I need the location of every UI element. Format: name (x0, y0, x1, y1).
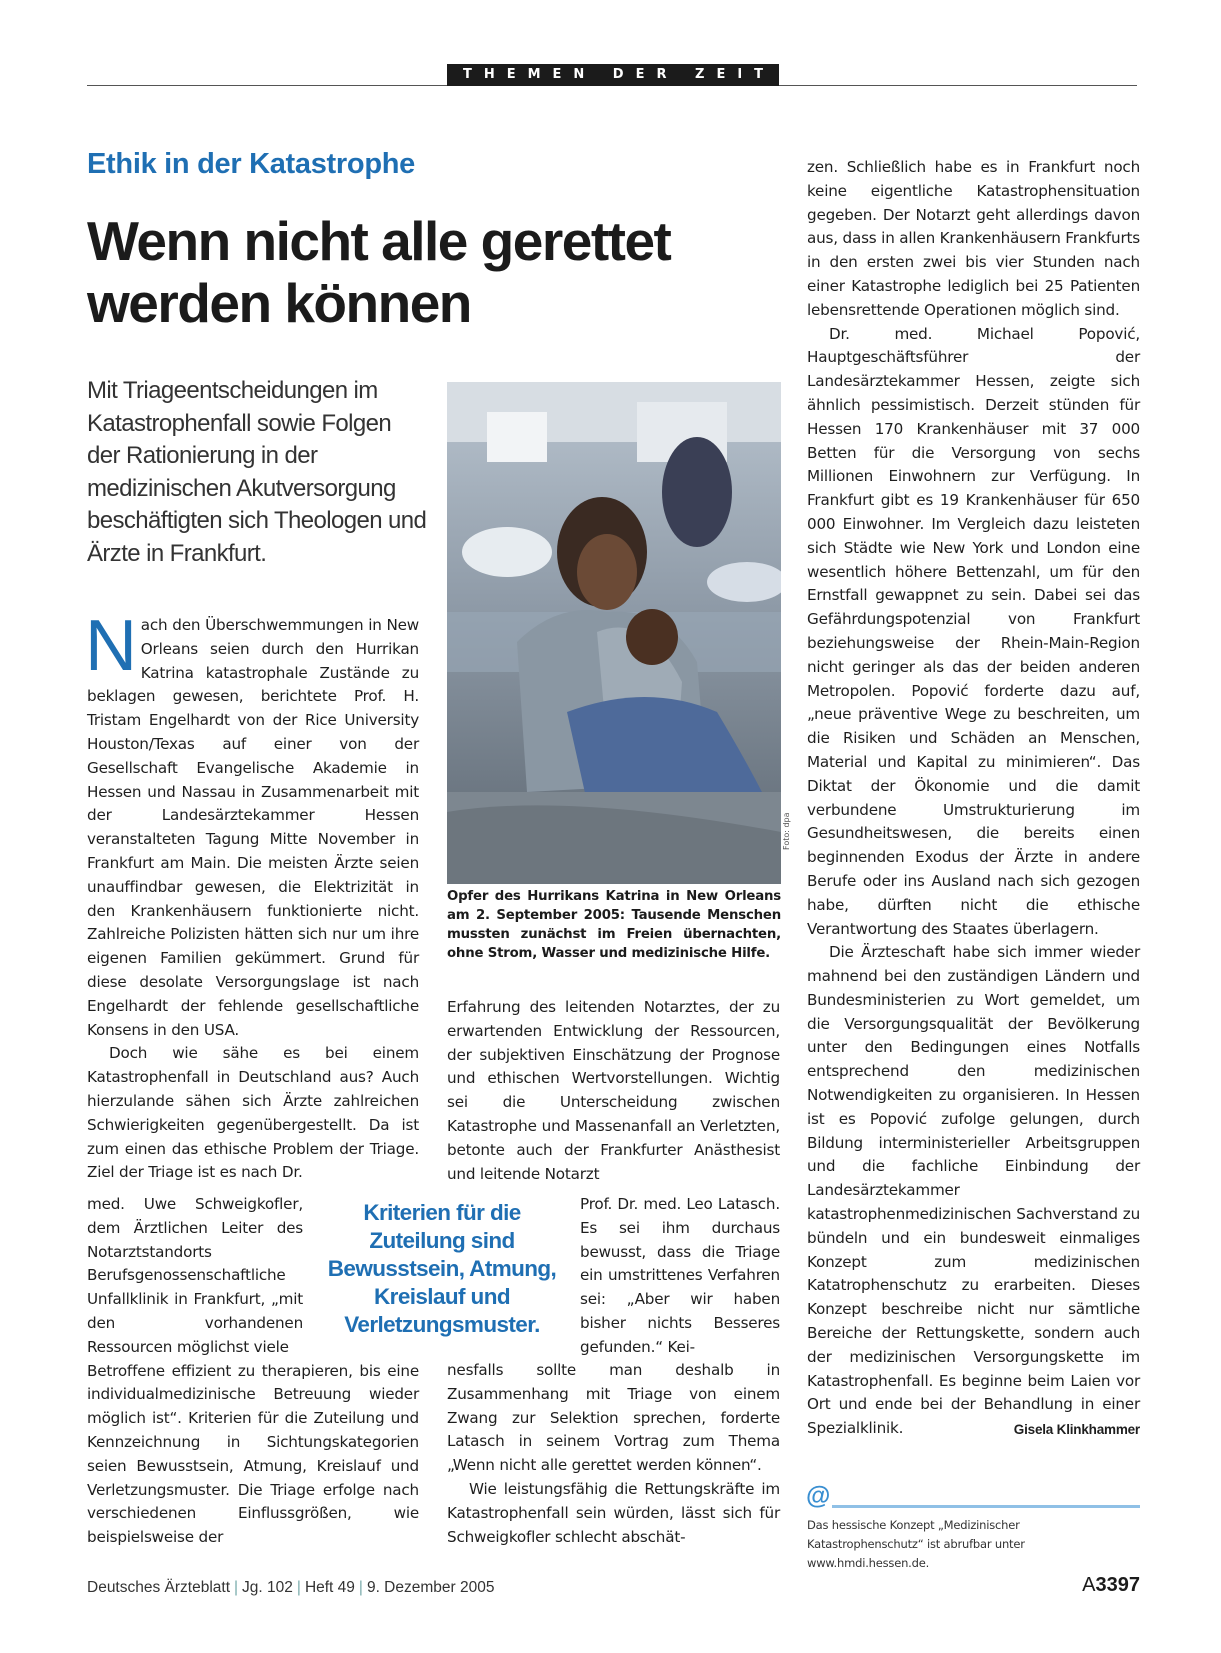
article-lead: Mit Triageentscheidungen im Katastrophenfall sowie Folgen der Rationierung in der medizinischen Akutversorgung beschäftigten sich Theologen und Ärzte in Frankfurt. (87, 377, 427, 567)
page-number-value: 3397 (1095, 1574, 1140, 1596)
drop-cap: N (85, 606, 137, 686)
footer-separator: | (234, 1579, 239, 1596)
footer-separator: | (358, 1579, 363, 1596)
body-paragraph: Erfahrung des leitenden Notarztes, der zu erwartenden Entwicklung der Ressourcen, der subjektiven Einschätzung der Prognose und ethischen Wertvorstellungen. Wichtig sei die Unterscheidung zwischen Katastrophe und Massenanfall an Verletzten, betonte auch der Frankfurter Anästhesist und leitende Notarzt (447, 998, 780, 1183)
headline-line-1: Wenn nicht alle gerettet (87, 210, 671, 272)
page-prefix: A (1082, 1574, 1096, 1596)
body-paragraph: nesfalls sollte man deshalb in Zusammenhang mit Triage von einem Zwang zur Selektion sprechen, forderte Latasch in seinem Vortrag zum Thema „Wenn nicht alle gerettet werden können“. (447, 1361, 780, 1475)
body-column-2 (447, 996, 780, 1186)
photo-credit: Foto: dpa (782, 812, 791, 850)
body-column-1-wrap (87, 1193, 419, 1550)
at-icon: @ (806, 1482, 831, 1510)
journal-volume: Jg. 102 (242, 1579, 293, 1596)
page-number (1082, 1574, 1140, 1597)
body-text: Die Ärzteschaft habe sich immer wieder mahnend bei den zuständigen Ländern und Bundesministerien zu Wort gemeldet, um die Versorgungsqualität der Bevölkerung unter den Bedingungen eines Notfalls entsprechend den medizinischen Notwendigkeiten zu organisieren. In Hessen ist es Popović zufolge gelungen, durch Bildung interministerieller Arbeitsgruppen und die fachliche Einbindung der Landesärztekammer katastrophenmedizinischen Sachverstand zu bündeln und ein bundesweit einmaliges Konzept zum medizinischen Katatrophenschutz zu erarbeiten. Dieses Konzept beschreibe nicht nur sämtliche Bereiche der Rettungskette, sondern auch der medizinischen Versorgungskette im Katastrophenfall. Es beginne beim Laien vor Ort und ende bei der Behandlung in einer Spezialklinik. (807, 943, 1140, 1438)
body-paragraph: ach den Überschwemmungen in New Orleans seien durch den Hurrikan Katrina katastrophale Zustände zu beklagen gewesen, berichtete Prof. H. Tristam Engelhardt von der Rice University Houston/Texas auf einer von der Gesellschaft Evangelische Akademie in Hessen und Nassau in Zusammenarbeit mit der Landesärztekammer Hessen veranstalteten Tagung Mitte November in Frankfurt am Main. Die meisten Ärzte seien unauffindbar gewesen, die Elektrizität in den Krankenhäusern funktionierte nicht. Zahlreiche Polizisten hätten sich nur um ihre eigenen Familien gekümmert. Grund für diese desolate Versorgungslage ist nach Engelhardt der fehlende gesellschaftliche Konsens in den USA. (87, 616, 419, 1039)
article-kicker: Ethik in der Katastrophe (87, 148, 415, 180)
page-footer (87, 1579, 494, 1597)
body-paragraph: Betroffene effizient zu therapieren, bis eine individualmedizinische Betreuung wieder möglich ist“. Kriterien für die Zuteilung und Kennzeichnung in Sichtungskategorien seien Bewusstsein, Atmung, Kreislauf und Verletzungsmuster. Die Triage erfolge nach verschiedenen Einflussgrößen, wie beispielsweise der (87, 1361, 419, 1547)
photo-katrina-victims (447, 382, 781, 884)
journal-name: Deutsches Ärzteblatt (87, 1579, 231, 1596)
body-column-2-tail (447, 1359, 780, 1549)
journal-date: 9. Dezember 2005 (366, 1579, 495, 1596)
article-headline (87, 210, 747, 334)
pull-quote: Kriterien für die Zuteilung sind Bewusstsein, Atmung, Kreislauf und Verletzungsmuster. (327, 1200, 557, 1337)
photo-image (447, 382, 781, 884)
body-paragraph: Wie leistungsfähig die Rettungskräfte im Katastrophenfall sein würden, lässt sich für Schweigkofler schlecht abschät- (447, 1479, 780, 1546)
body-paragraph: Doch wie sähe es bei einem Katastrophenfall in Deutschland aus? Auch hierzulande sähen sich Ärzte zahlreichen Schwierigkeiten gegenübergestellt. Da ist zum einen das ethische Problem der Triage. Ziel der Triage ist es nach Dr. (87, 1044, 419, 1182)
author-name: Gisela Klinkhammer (1013, 1422, 1140, 1438)
body-paragraph: zen. Schließlich habe es in Frankfurt noch keine eigentliche Katastrophensituation gegeben. Der Notarzt geht allerdings davon aus, dass in allen Krankenhäusern Frankfurts in den ersten zwei bis vier Stunden nach einer Katastrophe lediglich bei 25 Patienten lebensrettende Operationen möglich sind. (807, 158, 1140, 319)
body-column-3 (807, 156, 1140, 1442)
section-banner: THEMEN DER ZEIT (447, 64, 779, 86)
body-paragraph: med. Uwe Schweigkofler, dem Ärztlichen Leiter des Notarztstandorts Berufsgenossenschaftliche Unfallklinik in Frankfurt, „mit den vorhandenen Ressourcen möglichst viele (87, 1195, 303, 1356)
footer-separator: | (296, 1579, 301, 1596)
body-column-2-wrap (580, 1193, 780, 1360)
body-paragraph (807, 941, 1140, 1441)
headline-line-2: werden können (87, 272, 471, 334)
web-note-text: Das hessische Konzept „Medizinischer Katastrophenschutz“ ist abrufbar unter www.hmdi.hessen.de. (807, 1518, 1025, 1570)
web-note-rule (832, 1505, 1140, 1508)
body-paragraph: Dr. med. Michael Popović, Hauptgeschäftsführer der Landesärztekammer Hessen, zeigte sich ähnlich pessimistisch. Derzeit stünden für Hessen 170 Krankenhäuser mit 37 000 Betten für die Versorgung von sechs Millionen Einwohnern zur Verfügung. In Frankfurt gibt es 19 Krankenhäuser für 650 000 Einwohner. Im Vergleich dazu leisteten sich Städte wie New York und London eine wesentlich höhere Bettenzahl, um für den Ernstfall gewappnet zu sein. Dabei sei das Gefährdungspotenzial von Frankfurt beziehungsweise der Rhein-Main-Region nicht geringer als das der beiden anderen Metropolen. Popović forderte dazu auf, „neue präventive Wege zu beschreiten, um die Risiken und Schäden an Menschen, Material und Kapital zu minimieren“. Das Diktat der Ökonomie und die damit verbundene Umstrukturierung im Gesundheitswesen, die bereits einen beginnenden Exodus der Ärzte in andere Berufe oder ins Ausland nach sich gezogen habe, dürften nicht die ethische Verantwortung des Staates überlagern. (807, 324, 1140, 938)
body-column-1 (85, 606, 419, 1185)
photo-caption: Opfer des Hurrikans Katrina in New Orleans am 2. September 2005: Tausende Menschen mussten zunächst im Freien übernachten, ohne Strom, Wasser und medizinische Hilfe. (447, 889, 781, 961)
journal-issue: Heft 49 (304, 1579, 355, 1596)
body-paragraph: Prof. Dr. med. Leo Latasch. Es sei ihm durchaus bewusst, dass die Triage ein umstrittenes Verfahren sei: „Aber wir haben bisher nichts Besseres gefunden.“ Kei- (580, 1195, 780, 1356)
